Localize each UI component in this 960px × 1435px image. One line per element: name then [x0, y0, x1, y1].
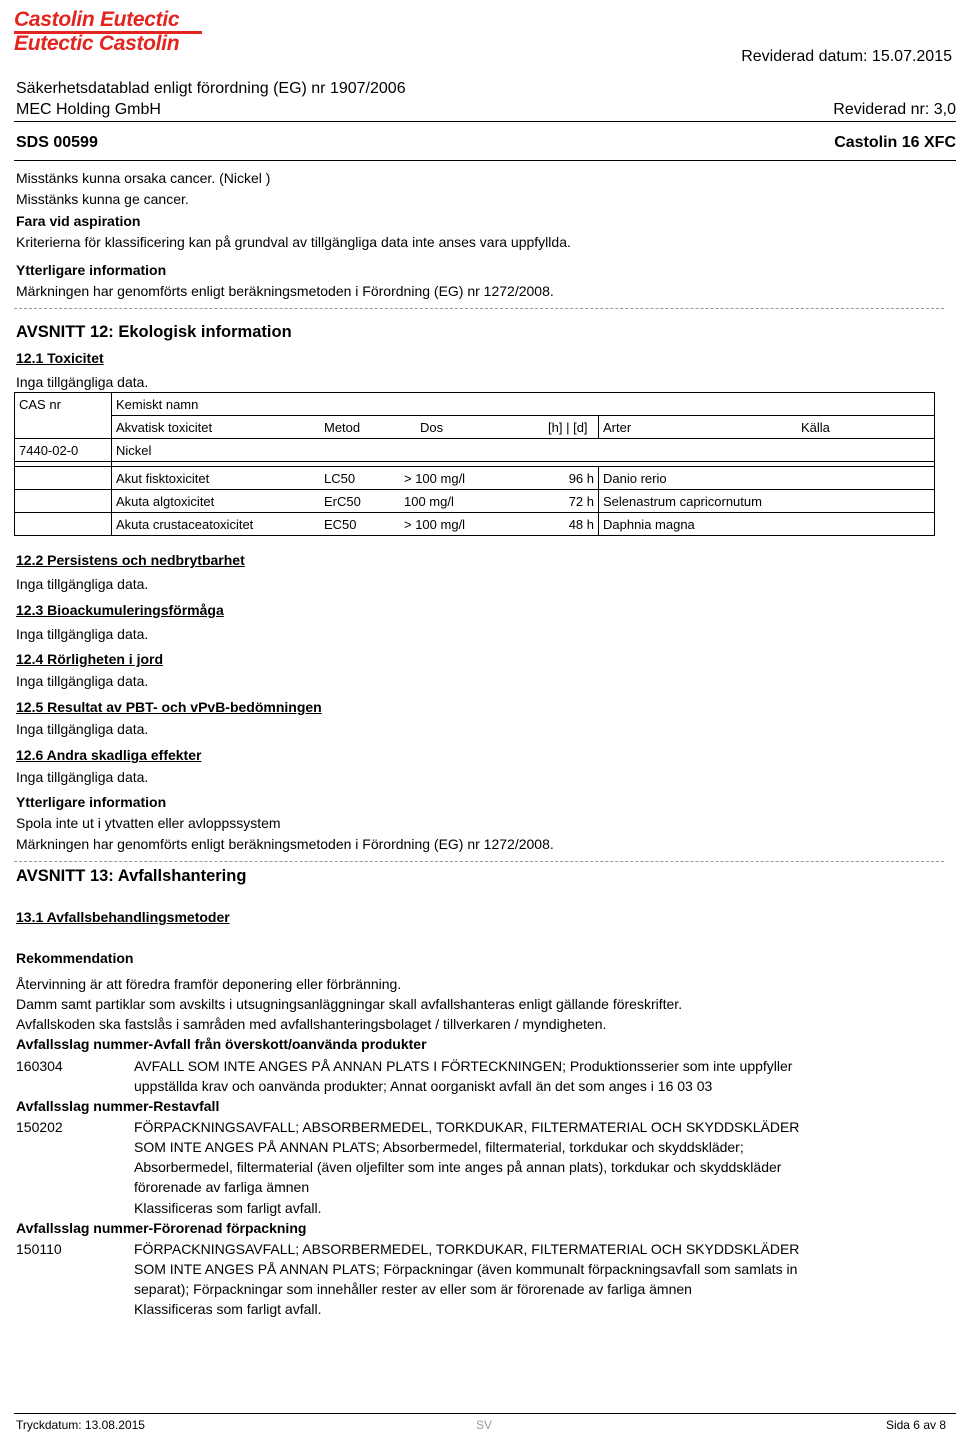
- doc-title: Säkerhetsdatablad enligt förordning (EG) nr 1907/2006: [16, 80, 406, 97]
- pbt-text: Inga tillgängliga data.: [16, 721, 149, 737]
- aspiration-heading: Fara vid aspiration: [16, 213, 141, 229]
- toxicity-text: Inga tillgängliga data.: [16, 374, 149, 390]
- row-species: Selenastrum capricornutum: [599, 490, 935, 513]
- persistence-text: Inga tillgängliga data.: [16, 576, 149, 592]
- cas-value: 7440-02-0: [15, 439, 112, 462]
- hazard-line1: Misstänks kunna orsaka cancer. (Nickel ): [16, 170, 271, 186]
- bioaccumulation-heading: 12.3 Bioackumuleringsförmåga: [16, 602, 224, 618]
- waste-desc-line: SOM INTE ANGES PÅ ANNAN PLATS; Förpackningar (även kommunalt förpackningsavfall som samlats in: [134, 1261, 798, 1277]
- header-rule: [14, 121, 956, 122]
- recommendation-line3: Avfallskoden ska fastslås i samråden med avfallshanteringsbolaget / tillverkaren / myndigheten.: [16, 1016, 607, 1032]
- substance-name: Nickel: [112, 439, 935, 462]
- company-name: MEC Holding GmbH: [16, 101, 161, 118]
- waste-desc-line: AVFALL SOM INTE ANGES PÅ ANNAN PLATS I FÖRTECKNINGEN; Produktionsserier som inte uppfyller: [134, 1058, 793, 1074]
- row-species: Daphnia magna: [599, 513, 935, 536]
- waste-desc-line: Klassificeras som farligt avfall.: [134, 1200, 322, 1216]
- footer-rule: [14, 1413, 956, 1414]
- waste-methods-heading: 13.1 Avfallsbehandlingsmetoder: [16, 909, 230, 925]
- row-time: 72 h: [544, 490, 599, 513]
- section13-title: AVSNITT 13: Avfallshantering: [16, 867, 247, 885]
- row-dose: 100 mg/l: [400, 490, 544, 513]
- col-d: [d]: [573, 419, 588, 435]
- col-time: [h] | [d]: [544, 416, 599, 439]
- info-heading: Ytterligare information: [16, 262, 167, 278]
- col-cas: CAS nr: [15, 393, 112, 416]
- waste-code: 160304: [16, 1058, 63, 1074]
- section12-title: AVSNITT 12: Ekologisk information: [16, 323, 292, 341]
- mobility-heading: 12.4 Rörligheten i jord: [16, 651, 164, 667]
- recommendation-heading: Rekommendation: [16, 950, 134, 966]
- s12-info-heading: Ytterligare information: [16, 794, 167, 810]
- waste-code: 150202: [16, 1119, 63, 1135]
- persistence-heading: 12.2 Persistens och nedbrytbarhet: [16, 552, 245, 568]
- bioaccumulation-text: Inga tillgängliga data.: [16, 626, 149, 642]
- recommendation-line2: Damm samt partiklar som avskilts i utsugningsanläggningar skall avfallshanteras enligt gällande föreskrifter.: [16, 996, 683, 1012]
- other-effects-text: Inga tillgängliga data.: [16, 769, 149, 785]
- col-name: Kemiskt namn: [112, 393, 935, 416]
- waste-desc-line: Absorbermedel, filtermaterial (även oljefilter som inte anges på annan plats), torkdukar och skyddskläder: [134, 1159, 782, 1175]
- col-species: Arter: [599, 416, 798, 439]
- substance-row: [15, 439, 935, 462]
- row-method: ErC50: [320, 490, 400, 513]
- row-time: 48 h: [544, 513, 599, 536]
- toxicity-table: [14, 392, 935, 536]
- row-method: LC50: [320, 467, 400, 490]
- waste-desc-line: förorenade av farliga ämnen: [134, 1179, 310, 1195]
- toxicity-heading: 12.1 Toxicitet: [16, 350, 104, 366]
- waste-unused-heading: Avfallsslag nummer-Avfall från överskott/oanvända produkter: [16, 1036, 427, 1052]
- table-row: [15, 490, 935, 513]
- row-tox: Akut fisktoxicitet: [112, 467, 321, 490]
- row-method: EC50: [320, 513, 400, 536]
- table-row: [15, 467, 935, 490]
- header-rule-2: [14, 160, 956, 161]
- s12-info-line1: Spola inte ut i ytvatten eller avloppssystem: [16, 815, 281, 831]
- col-aqua: Akvatisk toxicitet: [112, 416, 321, 439]
- logo-line2: Eutectic Castolin: [14, 32, 180, 55]
- row-dose: > 100 mg/l: [400, 513, 544, 536]
- aspiration-text: Kriterierna för klassificering kan på grundval av tillgängliga data inte anses vara uppfyllda.: [16, 234, 571, 250]
- waste-desc-line: uppställda krav och oanvända produkter; Annat oorganiskt avfall än det som anges i 16 03 03: [134, 1078, 713, 1094]
- logo-line1: Castolin Eutectic: [14, 8, 180, 31]
- page-number: Sida 6 av 8: [885, 1418, 946, 1432]
- waste-desc-line: FÖRPACKNINGSAVFALL; ABSORBERMEDEL, TORKDUKAR, FILTERMATERIAL OCH SKYDDSKLÄDER: [134, 1241, 800, 1257]
- pbt-heading: 12.5 Resultat av PBT- och vPvB-bedömningen: [16, 699, 322, 715]
- section-divider: [14, 861, 944, 862]
- row-species: Danio rerio: [599, 467, 935, 490]
- info-text: Märkningen har genomförts enligt beräkningsmetoden i Förordning (EG) nr 1272/2008.: [16, 283, 554, 299]
- waste-residual-heading: Avfallsslag nummer-Restavfall: [16, 1098, 220, 1114]
- mobility-text: Inga tillgängliga data.: [16, 673, 149, 689]
- table-header-row: [15, 393, 935, 416]
- col-dose: Dos: [400, 416, 544, 439]
- table-header-row2: [15, 416, 935, 439]
- s12-info-line2: Märkningen har genomförts enligt beräkningsmetoden i Förordning (EG) nr 1272/2008.: [16, 836, 554, 852]
- row-time: 96 h: [544, 467, 599, 490]
- company-logo: [14, 4, 206, 60]
- waste-code: 150110: [16, 1241, 62, 1257]
- col-method: Metod: [320, 416, 400, 439]
- revision-number: Reviderad nr: 3,0: [833, 101, 956, 118]
- recommendation-line1: Återvinning är att föredra framför deponering eller förbränning.: [16, 976, 402, 992]
- waste-desc-line: separat); Förpackningar som innehåller rester av eller som är förorenade av farliga ämnen: [134, 1281, 692, 1297]
- col-h: [h]: [548, 419, 563, 435]
- col-source: Källa: [797, 416, 935, 439]
- row-tox: Akuta crustaceatoxicitet: [112, 513, 321, 536]
- section-divider: [14, 308, 944, 309]
- other-effects-heading: 12.6 Andra skadliga effekter: [16, 747, 202, 763]
- sds-number: SDS 00599: [16, 134, 98, 151]
- waste-desc-line: FÖRPACKNINGSAVFALL; ABSORBERMEDEL, TORKDUKAR, FILTERMATERIAL OCH SKYDDSKLÄDER: [134, 1119, 800, 1135]
- table-row: [15, 513, 935, 536]
- waste-desc-line: Klassificeras som farligt avfall.: [134, 1301, 322, 1317]
- waste-packaging-heading: Avfallsslag nummer-Förorenad förpackning: [16, 1220, 307, 1236]
- revision-date: Reviderad datum: 15.07.2015: [741, 48, 952, 65]
- waste-desc-line: SOM INTE ANGES PÅ ANNAN PLATS; Absorbermedel, filtermaterial, torkdukar och skyddskläder;: [134, 1139, 744, 1155]
- row-dose: > 100 mg/l: [400, 467, 544, 490]
- row-tox: Akuta algtoxicitet: [112, 490, 321, 513]
- product-name: Castolin 16 XFC: [834, 134, 956, 151]
- hazard-line2: Misstänks kunna ge cancer.: [16, 191, 189, 207]
- language-code: SV: [476, 1418, 493, 1432]
- print-date: Tryckdatum: 13.08.2015: [16, 1418, 145, 1432]
